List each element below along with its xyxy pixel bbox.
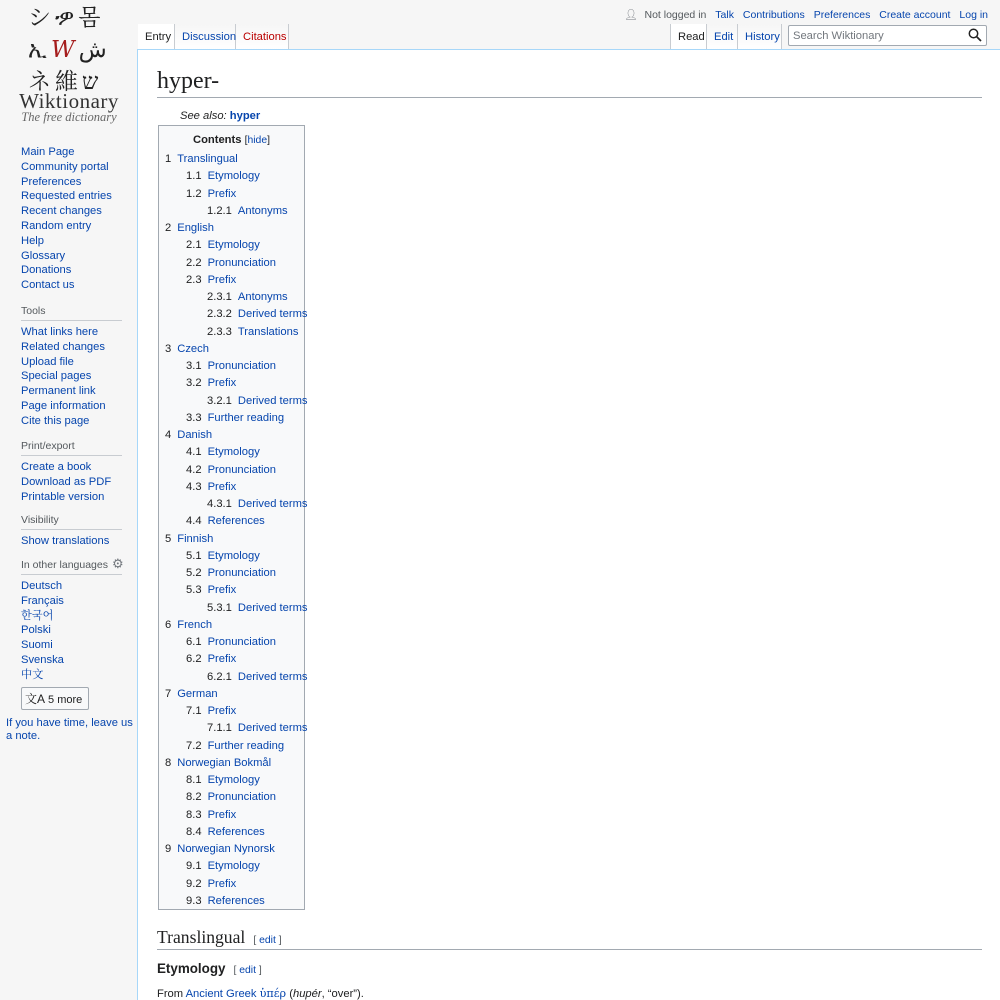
toc-number: 3.1 (186, 360, 202, 372)
toc-number: 6.1 (186, 636, 202, 648)
toc-item[interactable] (186, 584, 236, 596)
translate-icon: 文A (25, 691, 46, 706)
toc-number: 4.2 (186, 463, 202, 476)
list-item (21, 414, 122, 429)
list-item (21, 355, 122, 370)
etymology-gloss: , “over”). (321, 988, 364, 1000)
toc-link[interactable]: Further reading (207, 739, 285, 752)
toc-number: 7 (165, 687, 172, 700)
toc-number: 4.3 (186, 480, 202, 493)
toc-number: 2.2 (186, 256, 202, 269)
toc-link[interactable]: Derived terms (237, 722, 308, 735)
toc-item[interactable] (186, 239, 260, 251)
toc-item[interactable] (207, 395, 308, 407)
toc-link[interactable]: Translingual (177, 153, 238, 165)
toc-item[interactable] (186, 705, 236, 717)
sidebar-nav-link[interactable]: Help (21, 234, 45, 247)
toc-item[interactable] (165, 533, 213, 545)
languages-portal (21, 556, 124, 710)
sidebar-nav-link[interactable]: Recent changes (21, 205, 102, 218)
toc-link[interactable]: Prefix (207, 584, 237, 597)
sidebar-tool-link[interactable]: Related changes (21, 340, 105, 353)
sidebar-nav-link[interactable]: Contact us (21, 279, 75, 292)
toc-link[interactable]: Prefix (207, 187, 237, 200)
main-content (137, 49, 1000, 1000)
sidebar-nav-link[interactable]: Preferences (21, 175, 82, 188)
toc-number: 6 (165, 618, 172, 631)
toc-link[interactable]: Prefix (207, 480, 237, 493)
toc-link[interactable]: Translations (237, 325, 299, 338)
sidebar-print-link[interactable]: Create a book (21, 461, 92, 473)
toc-hide-link[interactable]: hide (247, 135, 268, 146)
toc-number: 2.3.1 (207, 291, 232, 303)
section-heading-label: Etymology (157, 961, 226, 976)
tab-entry[interactable]: Entry (138, 24, 175, 50)
toc-number: 3.2 (186, 377, 202, 390)
leave-note-link[interactable]: If you have time, leave us a note. (6, 717, 133, 742)
toc-number: 2.1 (186, 239, 202, 252)
toc-link[interactable]: Finnish (177, 532, 214, 545)
toc-link[interactable]: Etymology (207, 860, 260, 873)
toc-link[interactable]: Derived terms (237, 670, 308, 683)
toc-link[interactable]: English (177, 222, 214, 234)
see-also-label: See also: (180, 110, 227, 122)
toc-item[interactable] (165, 222, 214, 234)
tools-portal (21, 305, 122, 429)
toc-number: 8.1 (186, 774, 202, 786)
print-heading: Print/export (21, 440, 122, 456)
toc-link[interactable]: Pronunciation (207, 463, 276, 476)
section-heading-label: Translingual (157, 927, 246, 947)
navigation-portal (21, 145, 122, 293)
etymology-prefix: From (157, 988, 186, 1000)
list-item (21, 189, 122, 204)
toc-link[interactable]: Norwegian Bokmål (177, 756, 272, 769)
toc-number: 8.3 (186, 808, 202, 821)
toc-link[interactable]: Pronunciation (207, 360, 276, 372)
section-heading-etymology (157, 961, 262, 976)
toc-link[interactable]: Prefix (207, 877, 237, 890)
visibility-list (21, 534, 122, 549)
toc-item[interactable] (186, 274, 236, 286)
more-languages-label: 5 more (48, 693, 83, 706)
etymology-paren: ( (286, 988, 293, 1000)
toc-link[interactable]: Czech (177, 342, 209, 355)
languages-list (21, 579, 122, 683)
toc-link[interactable]: Pronunciation (207, 791, 276, 804)
toc-link[interactable]: Etymology (207, 239, 260, 252)
toc-number: 1.1 (186, 170, 202, 183)
toc-item[interactable] (186, 481, 236, 493)
toc-item[interactable] (186, 412, 284, 424)
toc-number: 5.2 (186, 567, 202, 579)
sidebar-tool-link[interactable]: What links here (21, 326, 99, 338)
toc-number: 1 (165, 153, 172, 165)
toc-item[interactable] (186, 188, 236, 200)
table-of-contents (158, 125, 308, 910)
toc-number: 2.3.2 (207, 308, 232, 321)
sidebar-language-link[interactable]: 中文 (21, 668, 44, 681)
toc-link[interactable]: Antonyms (237, 204, 288, 217)
toc-item[interactable] (207, 291, 288, 303)
toc-number: 7.1 (186, 705, 202, 717)
toc-link[interactable]: German (177, 687, 218, 700)
list-item (21, 204, 122, 219)
sidebar-tool-link[interactable]: Special pages (21, 370, 92, 383)
list-item (21, 579, 122, 594)
list-item (21, 609, 122, 624)
edit-section-link[interactable]: edit (259, 935, 276, 946)
list-item (21, 175, 122, 190)
toc-number: 8.4 (186, 825, 202, 838)
edit-section: [ edit ] (233, 965, 262, 976)
search-box (788, 25, 987, 46)
toc-number: 2 (165, 222, 172, 234)
toc-number: 4 (165, 429, 172, 441)
toc-number: 4.3.1 (207, 498, 232, 510)
toc-item[interactable] (186, 377, 236, 389)
sidebar-nav-link[interactable]: Main Page (21, 146, 75, 158)
list-item (21, 399, 122, 414)
toc-link[interactable]: References (207, 894, 265, 907)
see-also-link[interactable]: hyper (229, 110, 261, 122)
toc-number: 9.2 (186, 877, 202, 890)
toc-link[interactable]: Pronunciation (207, 256, 276, 269)
visibility-heading: Visibility (21, 514, 122, 530)
transliteration: hupér (292, 988, 322, 1000)
toc-link[interactable]: Derived terms (237, 394, 308, 407)
toc-link[interactable]: Pronunciation (207, 567, 276, 579)
see-also-note (180, 110, 260, 122)
toc-item[interactable] (186, 636, 276, 648)
toc-item[interactable] (186, 550, 260, 562)
toc-link[interactable]: References (207, 515, 265, 528)
sidebar-language-link[interactable]: 한국어 (21, 609, 54, 622)
toc-number: 5.1 (186, 549, 202, 562)
talk-link[interactable]: Talk (715, 9, 734, 21)
sidebar-language-link[interactable]: Svenska (21, 653, 64, 666)
toc-item[interactable] (207, 722, 308, 734)
toc-number: 8.2 (186, 791, 202, 804)
etymology-text (157, 987, 364, 1000)
greek-word-link[interactable]: ὑπέρ (259, 987, 287, 1000)
toc-item[interactable] (186, 360, 276, 372)
list-item (21, 234, 122, 249)
toc-number: 9.1 (186, 860, 202, 873)
toc-link[interactable]: Norwegian Nynorsk (177, 843, 275, 855)
navigation-list (21, 145, 122, 293)
tab-discussion[interactable]: Discussion (175, 24, 236, 50)
sidebar-tool-link[interactable]: Page information (21, 399, 106, 412)
list-item (21, 325, 122, 340)
list-item (21, 263, 122, 278)
toc-link[interactable]: Etymology (207, 446, 260, 459)
edit-section-link[interactable]: edit (239, 965, 256, 976)
toc-number: 7.2 (186, 739, 202, 752)
toc-item[interactable] (186, 567, 276, 579)
list-item (21, 475, 122, 490)
toc-link[interactable]: Further reading (207, 411, 285, 424)
list-item (21, 594, 122, 609)
sidebar-language-link[interactable]: Polski (21, 624, 51, 637)
tools-heading: Tools (21, 305, 122, 321)
toc-heading: Contents (192, 134, 242, 146)
toc-item[interactable] (186, 860, 260, 872)
list-item (21, 490, 122, 505)
toc-title: Contents [hide] (192, 134, 271, 146)
toc-number: 8 (165, 756, 172, 769)
toc-link[interactable]: Etymology (207, 170, 260, 183)
toc-number: 3.2.1 (207, 394, 232, 407)
section-heading-translingual (157, 927, 982, 950)
toc-item[interactable] (165, 688, 218, 700)
toc-number: 1.2.1 (207, 204, 232, 217)
toc-item[interactable] (186, 895, 265, 907)
visibility-portal (21, 514, 122, 549)
logo-wordmark: Wiktionary (19, 89, 119, 113)
toc-number: 5.3 (186, 584, 202, 597)
toc-item[interactable] (207, 308, 308, 320)
sidebar-nav-link[interactable]: Donations (21, 264, 72, 277)
list-item (21, 340, 122, 355)
edit-section: [ edit ] (253, 935, 282, 946)
search-input[interactable] (789, 27, 963, 46)
toc-number: 5 (165, 532, 172, 545)
list-item (21, 145, 122, 160)
toc-number: 2.3 (186, 273, 202, 286)
toc-link[interactable]: Derived terms (237, 498, 308, 510)
toc-link[interactable]: French (177, 618, 213, 631)
toc-item[interactable] (165, 343, 209, 355)
toc-item[interactable] (186, 170, 260, 182)
site-logo[interactable] (0, 0, 138, 132)
list-item (21, 384, 122, 399)
toc-item[interactable] (207, 498, 308, 510)
toc-number: 5.3.1 (207, 601, 232, 614)
sidebar-nav-link[interactable]: Random entry (21, 219, 92, 232)
toc-link[interactable]: Etymology (207, 549, 260, 562)
sidebar-print-link[interactable]: Printable version (21, 490, 105, 503)
list-item (21, 278, 122, 293)
sidebar-nav-link[interactable]: Glossary (21, 249, 66, 262)
toc-link[interactable]: Antonyms (237, 291, 288, 303)
sidebar-nav-link[interactable]: Requested entries (21, 190, 112, 203)
logo-tagline: The free dictionary (21, 110, 117, 124)
toc-item[interactable] (186, 791, 276, 803)
sidebar-tool-link[interactable]: Upload file (21, 355, 74, 368)
toc-item[interactable] (165, 843, 275, 855)
toc-item[interactable] (186, 653, 236, 665)
toc-item[interactable] (186, 878, 236, 890)
more-languages-button[interactable] (21, 687, 89, 710)
toc-number: 6.2 (186, 653, 202, 666)
sidebar-nav-link[interactable]: Community portal (21, 160, 109, 173)
tab-history[interactable]: History (738, 24, 782, 50)
gear-icon[interactable]: ⚙ (112, 556, 124, 571)
toc-item[interactable] (207, 671, 308, 683)
tab-read[interactable]: Read (670, 24, 707, 50)
tools-list (21, 325, 122, 429)
toc-item[interactable] (186, 515, 265, 527)
toc-item[interactable] (186, 826, 265, 838)
toc-item[interactable] (186, 809, 236, 821)
list-item (21, 534, 122, 549)
toc-item[interactable] (165, 619, 212, 631)
toc-number: 7.1.1 (207, 722, 232, 735)
sidebar-visibility-link[interactable]: Show translations (21, 535, 110, 547)
toc-item[interactable] (186, 464, 276, 476)
sidebar-language-link[interactable]: Suomi (21, 639, 53, 652)
toc-link[interactable]: Derived terms (237, 308, 308, 321)
toc-item[interactable] (165, 429, 212, 441)
page-title: hyper- (157, 66, 982, 98)
log-in-link[interactable]: Log in (959, 9, 988, 21)
contributions-link[interactable]: Contributions (742, 9, 805, 21)
sidebar-tool-link[interactable]: Cite this page (21, 414, 90, 427)
sidebar-tool-link[interactable]: Permanent link (21, 385, 96, 398)
toc-link[interactable]: Prefix (207, 808, 237, 821)
toc-number: 9.3 (186, 894, 202, 907)
preferences-link[interactable]: Preferences (813, 9, 871, 21)
list-item (21, 249, 122, 264)
toc-item[interactable] (186, 257, 276, 269)
user-icon: 👤︎ (624, 9, 638, 21)
toc-item[interactable] (165, 757, 271, 769)
toc-item[interactable] (186, 740, 284, 752)
toc-number: 2.3.3 (207, 325, 232, 338)
print-portal (21, 440, 122, 504)
list-item (21, 160, 122, 175)
toc-item[interactable] (207, 602, 308, 614)
toc-number: 9 (165, 843, 172, 855)
toc-item[interactable] (207, 205, 288, 217)
list-item (21, 638, 122, 653)
print-list (21, 460, 122, 504)
list-item (21, 653, 122, 668)
sidebar-language-link[interactable]: Français (21, 594, 64, 607)
sidebar-print-link[interactable]: Download as PDF (21, 475, 112, 488)
toc-number: 6.2.1 (207, 670, 232, 683)
toc-number: 3 (165, 342, 172, 355)
toc-item[interactable] (186, 446, 260, 458)
personal-tools (624, 8, 988, 21)
toc-link[interactable]: Prefix (207, 705, 237, 717)
list-item (21, 668, 122, 683)
toc-item[interactable] (207, 326, 298, 338)
list-item (21, 369, 122, 384)
sidebar-language-link[interactable]: Deutsch (21, 580, 63, 592)
ancient-greek-link[interactable]: Ancient Greek (185, 988, 257, 1000)
toc-number: 4.1 (186, 446, 202, 459)
toc-link[interactable]: Pronunciation (207, 636, 276, 648)
toc-link[interactable]: Prefix (207, 377, 237, 390)
create-account-link[interactable]: Create account (879, 9, 951, 21)
list-item (21, 623, 122, 638)
toc-link[interactable]: Prefix (207, 273, 237, 286)
logo-glyphs: シዏ몸 ኢWش ネ維ש (28, 5, 107, 95)
tab-edit[interactable]: Edit (707, 24, 738, 50)
languages-heading (21, 556, 124, 575)
list-item (21, 219, 122, 234)
toc-link[interactable]: Derived terms (237, 601, 308, 614)
toc-link[interactable]: Prefix (207, 653, 237, 666)
toc-link[interactable]: Danish (177, 429, 213, 441)
toc-number: 4.4 (186, 515, 202, 528)
toc-link[interactable]: Etymology (207, 774, 260, 786)
toc-link[interactable]: References (207, 825, 265, 838)
not-logged-in-text: Not logged in (644, 9, 707, 21)
toc-item[interactable] (165, 153, 238, 165)
toc-item[interactable] (186, 774, 260, 786)
tab-citations[interactable]: Citations (236, 24, 289, 50)
toc-number: 3.3 (186, 411, 202, 424)
search-icon[interactable] (968, 28, 982, 42)
list-item (21, 460, 122, 475)
toc-number: 1.2 (186, 187, 202, 200)
languages-heading-label: In other languages (21, 559, 108, 571)
